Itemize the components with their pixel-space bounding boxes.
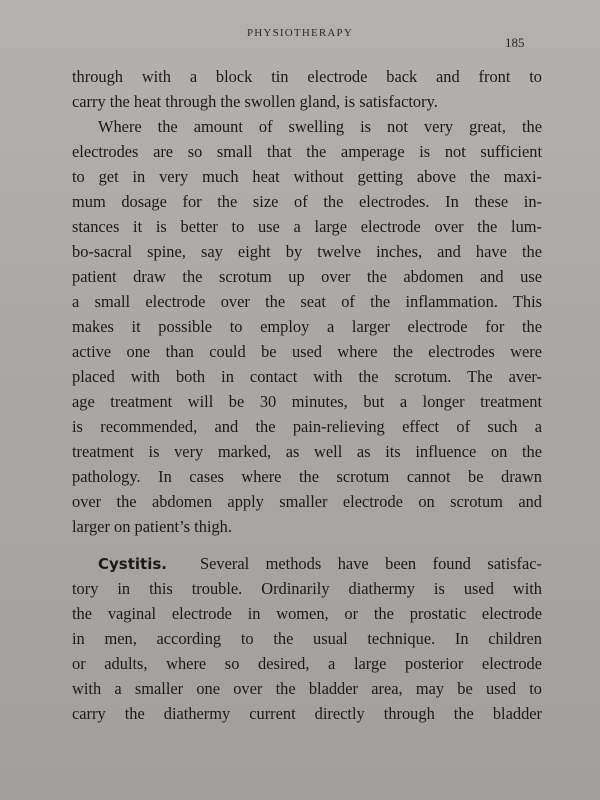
paragraph-2-line: is recommended, and the pain-relieving effect of such a [72, 417, 542, 436]
body-text [72, 64, 542, 726]
running-head: PHYSIOTHERAPY [246, 27, 354, 39]
paragraph-2-line: electrodes are so small that the amperage is not sufficient [72, 142, 542, 161]
paragraph-2-line: a small electrode over the seat of the inflammation. This [72, 292, 542, 311]
paragraph-2-line: mum dosage for the size of the electrodes. In these in- [72, 192, 542, 211]
paragraph-3-line: the vaginal electrode in women, or the prostatic electrode [72, 604, 542, 623]
paragraph-2-line: treatment is very marked, as well as its influence on the [72, 442, 542, 461]
paragraph-2-line: pathology. In cases where the scrotum cannot be drawn [72, 467, 542, 486]
paragraph-3-line: or adults, where so desired, a large posterior electrode [72, 654, 542, 673]
paragraph-3-line: tory in this trouble. Ordinarily diathermy is used with [72, 579, 542, 598]
paragraph-2-line: age treatment will be 30 minutes, but a longer treatment [72, 392, 542, 411]
page-number: 185 [505, 35, 525, 50]
paragraph-2-line: placed with both in contact with the scrotum. The aver- [72, 367, 542, 386]
paragraph-2-line: patient draw the scrotum up over the abdomen and use [72, 267, 542, 286]
cystitis-heading: Cystitis. [98, 555, 167, 573]
paragraph-2-line: makes it possible to employ a larger electrode for the [72, 317, 542, 336]
paragraph-2-line: larger on patient’s thigh. [72, 517, 232, 536]
paragraph-1-line: carry the heat through the swollen gland, is satisfactory. [72, 92, 438, 111]
paragraph-3-first-line-text: Several methods have been found satisfac- [200, 554, 542, 573]
paragraph-2-line: Where the amount of swelling is not very great, the [98, 117, 542, 136]
paragraph-2-line: active one than could be used where the electrodes were [72, 342, 542, 361]
paragraph-2-line: stances it is better to use a large electrode over the lum- [72, 217, 542, 236]
paragraph-3-line: carry the diathermy current directly through the bladder [72, 704, 542, 723]
paragraph-1-line: through with a block tin electrode back and front to [72, 67, 542, 86]
paragraph-3-line: with a smaller one over the bladder area, may be used to [72, 679, 542, 698]
paragraph-2-line: to get in very much heat without getting above the maxi- [72, 167, 542, 186]
paragraph-2-line: over the abdomen apply smaller electrode on scrotum and [72, 492, 542, 511]
paragraph-3-first-line [72, 551, 542, 576]
paragraph-3-line: in men, according to the usual technique. In children [72, 629, 542, 648]
paragraph-spacer [72, 539, 542, 551]
paragraph-2-line: bo-sacral spine, say eight by twelve inches, and have the [72, 242, 542, 261]
